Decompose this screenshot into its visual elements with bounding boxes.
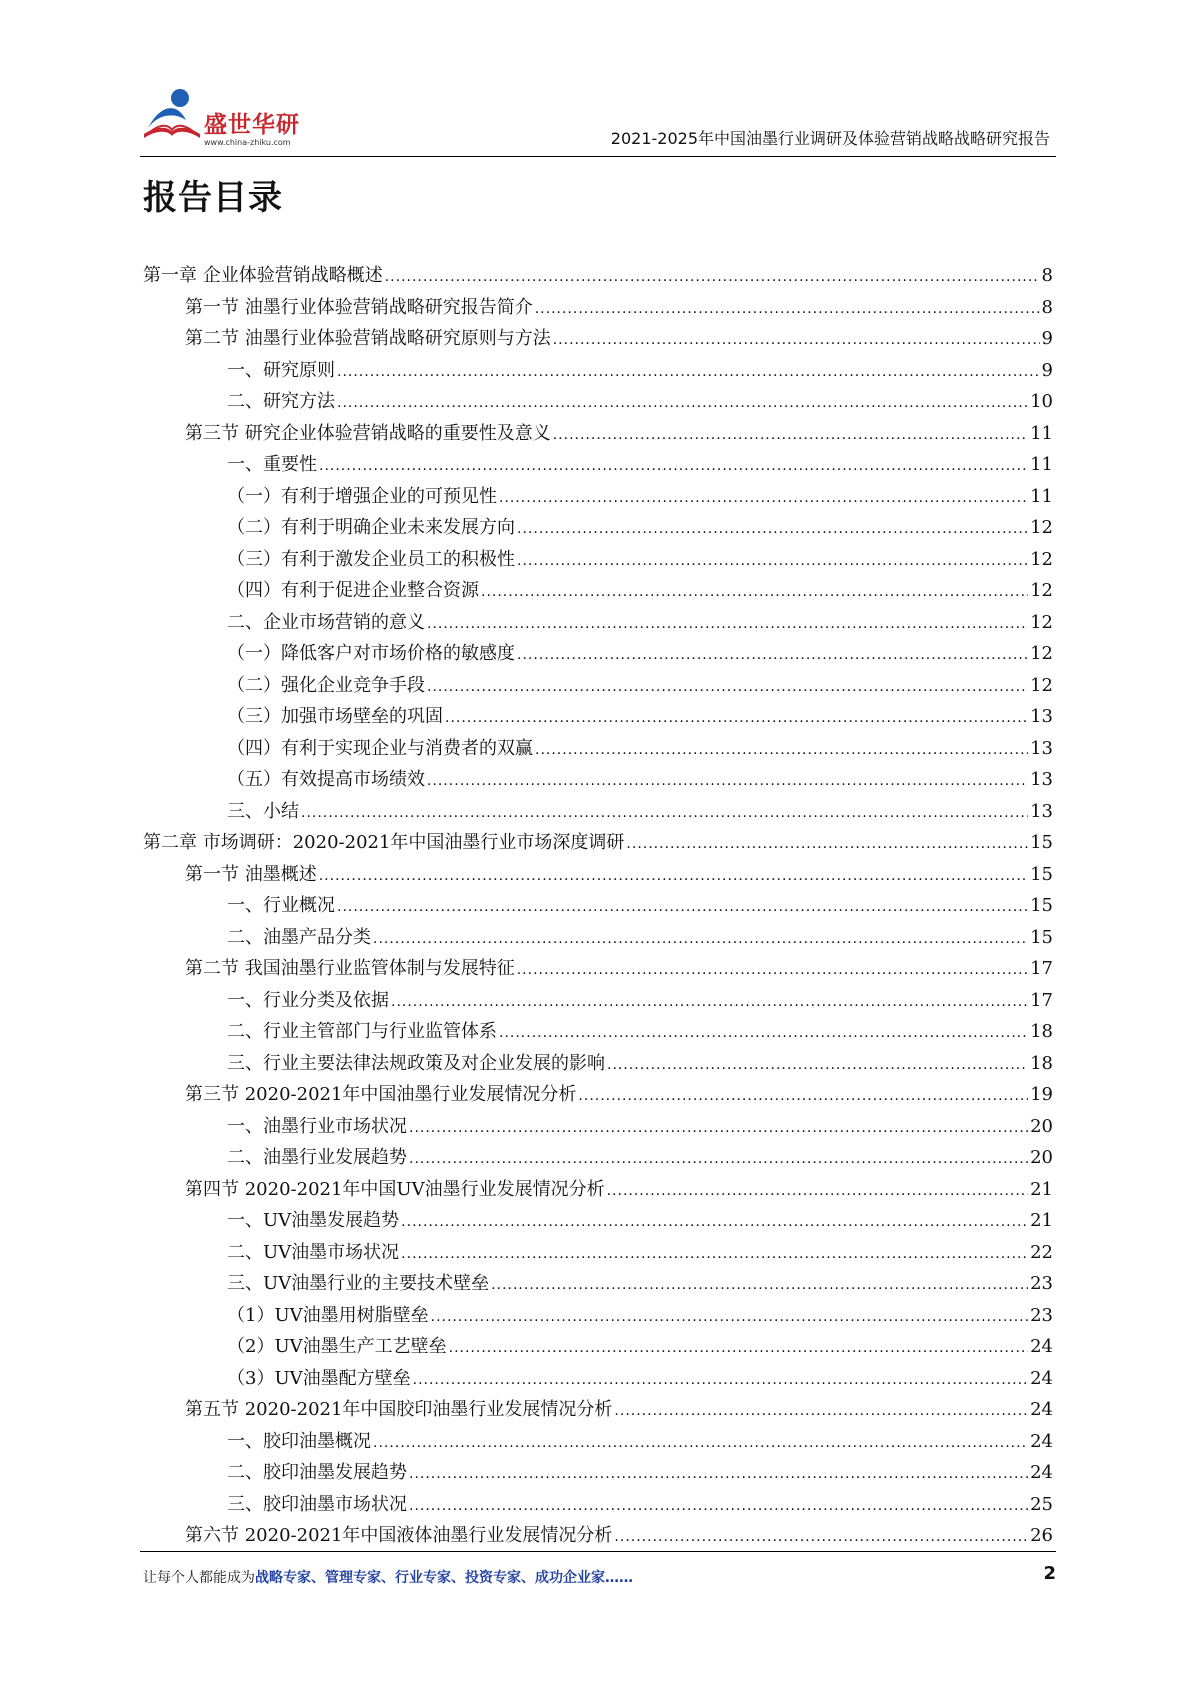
toc-entry[interactable] — [143, 797, 1053, 829]
toc-dot-leader — [427, 773, 1028, 789]
toc-entry[interactable] — [143, 1395, 1053, 1427]
toc-dot-leader — [401, 1214, 1028, 1230]
toc-entry[interactable] — [143, 828, 1053, 860]
toc-entry-page: 25 — [1030, 1493, 1053, 1515]
toc-entry-title: 第二章 市场调研：2020-2021年中国油墨行业市场深度调研 — [143, 832, 625, 853]
toc-entry-title: （二）强化企业竞争手段 — [227, 674, 425, 696]
toc-entry-page: 11 — [1030, 454, 1053, 475]
toc-entry-page: 26 — [1030, 1525, 1053, 1546]
toc-entry[interactable] — [143, 576, 1053, 608]
toc-dot-leader — [626, 836, 1028, 852]
toc-entry-title: 二、行业主管部门与行业监管体系 — [227, 1021, 497, 1042]
toc-entry[interactable] — [143, 1017, 1053, 1049]
toc-entry-title: 第五节 2020-2021年中国胶印油墨行业发展情况分析 — [185, 1399, 613, 1420]
toc-entry[interactable] — [143, 1458, 1053, 1490]
toc-entry-title: （三）加强市场壁垒的巩固 — [227, 706, 443, 727]
toc-dot-leader — [391, 994, 1028, 1010]
toc-entry-title: 三、小结 — [227, 800, 299, 822]
toc-entry[interactable] — [143, 450, 1053, 482]
toc-entry-title: 第六节 2020-2021年中国液体油墨行业发展情况分析 — [185, 1525, 613, 1546]
toc-entry-title: 第三节 研究企业体验营销战略的重要性及意义 — [185, 422, 551, 444]
toc-entry-page: 23 — [1030, 1273, 1053, 1294]
toc-entry[interactable] — [143, 860, 1053, 892]
toc-dot-leader — [373, 1435, 1028, 1451]
toc-dot-leader — [499, 1025, 1028, 1041]
toc-entry[interactable] — [143, 765, 1053, 797]
toc-entry-title: （四）有利于实现企业与消费者的双赢 — [227, 737, 533, 759]
toc-entry[interactable] — [143, 387, 1053, 419]
page-header — [140, 78, 1056, 158]
toc-entry-title: 第三节 2020-2021年中国油墨行业发展情况分析 — [185, 1084, 577, 1105]
toc-entry-page: 21 — [1030, 1178, 1053, 1200]
toc-entry-page: 17 — [1030, 958, 1053, 979]
toc-entry-title: 二、油墨产品分类 — [227, 926, 371, 948]
toc-entry-page: 12 — [1030, 611, 1053, 633]
toc-dot-leader — [517, 962, 1028, 978]
toc-dot-leader — [427, 616, 1028, 632]
toc-entry[interactable] — [143, 419, 1053, 451]
toc-dot-leader — [499, 490, 1028, 506]
toc-entry-page: 13 — [1030, 737, 1053, 759]
toc-entry-page: 18 — [1030, 1052, 1053, 1074]
toc-entry-title: 一、行业分类及依据 — [227, 989, 389, 1011]
toc-dot-leader — [409, 1466, 1028, 1482]
toc-dot-leader — [449, 1340, 1028, 1356]
toc-entry[interactable] — [143, 545, 1053, 577]
toc-entry-page: 20 — [1030, 1115, 1053, 1137]
toc-entry-page: 15 — [1030, 926, 1053, 948]
toc-dot-leader — [445, 710, 1028, 726]
toc-entry[interactable] — [143, 1143, 1053, 1175]
toc-entry[interactable] — [143, 1427, 1053, 1459]
toc-dot-leader — [373, 931, 1028, 947]
toc-entry-title: （2）UV油墨生产工艺壁垒 — [227, 1336, 447, 1357]
page-number: 2 — [1043, 1563, 1056, 1584]
toc-dot-leader — [517, 521, 1028, 537]
toc-entry-page: 17 — [1030, 989, 1053, 1011]
toc-entry-title: 二、胶印油墨发展趋势 — [227, 1462, 407, 1483]
toc-entry-title: 第一节 油墨行业体验营销战略研究报告简介 — [185, 296, 533, 318]
toc-dot-leader — [337, 364, 1040, 380]
toc-entry-title: 二、UV油墨市场状况 — [227, 1241, 400, 1263]
toc-entry[interactable] — [143, 1490, 1053, 1522]
toc-dot-leader — [337, 899, 1028, 915]
toc-entry-page: 12 — [1030, 517, 1053, 538]
toc-dot-leader — [578, 1088, 1028, 1104]
toc-entry-title: 第二节 油墨行业体验营销战略研究原则与方法 — [185, 328, 551, 349]
toc-entry-page: 15 — [1030, 863, 1053, 885]
toc-entry-title: 一、研究原则 — [227, 359, 335, 381]
toc-dot-leader — [517, 647, 1028, 663]
toc-entry-title: 一、行业概况 — [227, 895, 335, 916]
toc-dot-leader — [301, 805, 1028, 821]
toc-entry-title: 二、油墨行业发展趋势 — [227, 1147, 407, 1168]
toc-entry[interactable] — [143, 954, 1053, 986]
toc-entry-page: 8 — [1041, 265, 1053, 286]
toc-entry-page: 12 — [1030, 548, 1053, 570]
logo-text: 盛世华研 — [204, 112, 300, 138]
toc-entry[interactable] — [143, 1080, 1053, 1112]
toc-entry-title: 第二节 我国油墨行业监管体制与发展特征 — [185, 958, 515, 979]
toc-entry-page: 19 — [1030, 1084, 1053, 1105]
toc-dot-leader — [409, 1498, 1028, 1514]
toc-entry-title: 二、研究方法 — [227, 391, 335, 412]
toc-entry-page: 24 — [1030, 1367, 1053, 1389]
toc-entry-title: （三）有利于激发企业员工的积极性 — [227, 548, 515, 570]
toc-entry[interactable] — [143, 986, 1053, 1018]
toc-entry[interactable] — [143, 293, 1053, 325]
toc-entry-page: 9 — [1041, 328, 1053, 349]
toc-dot-leader — [535, 742, 1028, 758]
toc-entry-title: 三、UV油墨行业的主要技术壁垒 — [227, 1273, 490, 1294]
table-of-contents — [143, 261, 1053, 1553]
toc-dot-leader — [481, 584, 1028, 600]
toc-dot-leader — [401, 1246, 1028, 1262]
toc-entry-page: 24 — [1030, 1399, 1053, 1420]
toc-entry[interactable] — [143, 1112, 1053, 1144]
toc-entry-title: （1）UV油墨用树脂壁垒 — [227, 1304, 429, 1326]
toc-entry[interactable] — [143, 261, 1053, 293]
toc-entry-title: 一、重要性 — [227, 454, 317, 475]
toc-entry[interactable] — [143, 1364, 1053, 1396]
toc-entry[interactable] — [143, 1301, 1053, 1333]
toc-entry[interactable] — [143, 356, 1053, 388]
toc-entry-title: 第一节 油墨概述 — [185, 863, 317, 885]
toc-entry[interactable] — [143, 1049, 1053, 1081]
toc-entry[interactable] — [143, 1269, 1053, 1301]
toc-entry-page: 12 — [1030, 643, 1053, 664]
toc-dot-leader — [413, 1372, 1028, 1388]
toc-entry[interactable] — [143, 608, 1053, 640]
toc-entry-title: 一、UV油墨发展趋势 — [227, 1210, 400, 1231]
toc-entry-page: 21 — [1030, 1210, 1053, 1231]
toc-dot-leader — [427, 679, 1028, 695]
toc-entry-title: （一）有利于增强企业的可预见性 — [227, 485, 497, 507]
toc-dot-leader — [337, 395, 1028, 411]
toc-dot-leader — [409, 1151, 1028, 1167]
toc-dot-leader — [319, 868, 1028, 884]
toc-entry[interactable] — [143, 702, 1053, 734]
toc-entry[interactable] — [143, 1332, 1053, 1364]
toc-entry-title: 一、胶印油墨概况 — [227, 1430, 371, 1452]
toc-entry-title: （一）降低客户对市场价格的敏感度 — [227, 643, 515, 664]
toc-entry-title: 一、油墨行业市场状况 — [227, 1115, 407, 1137]
toc-entry-page: 15 — [1030, 832, 1053, 853]
toc-entry-page: 22 — [1030, 1241, 1053, 1263]
toc-dot-leader — [385, 269, 1040, 285]
toc-dot-leader — [607, 1057, 1028, 1073]
toc-dot-leader — [553, 332, 1040, 348]
toc-entry[interactable] — [143, 639, 1053, 671]
toc-dot-leader — [614, 1529, 1028, 1545]
report-title: 2021-2025年中国油墨行业调研及体验营销战略战略研究报告 — [610, 129, 1050, 148]
toc-entry[interactable] — [143, 671, 1053, 703]
toc-entry-title: （五）有效提高市场绩效 — [227, 769, 425, 790]
toc-entry-page: 11 — [1030, 485, 1053, 507]
footer-slogan — [143, 1567, 633, 1587]
toc-entry[interactable] — [143, 734, 1053, 766]
toc-entry-title: 二、企业市场营销的意义 — [227, 611, 425, 633]
toc-entry-page: 24 — [1030, 1462, 1053, 1483]
toc-entry-page: 13 — [1030, 706, 1053, 727]
toc-entry-page: 23 — [1030, 1304, 1053, 1326]
toc-dot-leader — [607, 1183, 1029, 1199]
toc-entry-title: 第四节 2020-2021年中国UV油墨行业发展情况分析 — [185, 1178, 605, 1200]
toc-dot-leader — [517, 553, 1028, 569]
toc-entry-title: （3）UV油墨配方壁垒 — [227, 1367, 411, 1389]
toc-entry-page: 10 — [1030, 391, 1053, 412]
toc-dot-leader — [553, 427, 1028, 443]
logo-url: www.china-zhiku.com — [204, 138, 291, 147]
toc-entry-page: 24 — [1030, 1430, 1053, 1452]
toc-entry-page: 13 — [1030, 800, 1053, 822]
toc-dot-leader — [409, 1120, 1028, 1136]
toc-entry-page: 18 — [1030, 1021, 1053, 1042]
toc-entry-page: 20 — [1030, 1147, 1053, 1168]
toc-dot-leader — [535, 301, 1040, 317]
toc-entry[interactable] — [143, 1206, 1053, 1238]
toc-dot-leader — [431, 1309, 1028, 1325]
toc-entry-title: 第一章 企业体验营销战略概述 — [143, 265, 383, 286]
toc-entry[interactable] — [143, 513, 1053, 545]
toc-entry-page: 8 — [1041, 296, 1053, 318]
toc-entry[interactable] — [143, 891, 1053, 923]
toc-entry-page: 15 — [1030, 895, 1053, 916]
toc-entry-title: 三、胶印油墨市场状况 — [227, 1493, 407, 1515]
footer-slogan-lead: 让每个人都能成为 — [143, 1570, 255, 1586]
toc-entry-page: 11 — [1030, 422, 1053, 444]
company-logo — [140, 84, 310, 147]
toc-entry-page: 9 — [1041, 359, 1053, 381]
footer-divider — [140, 1551, 1056, 1552]
toc-entry[interactable] — [143, 923, 1053, 955]
toc-entry[interactable] — [143, 1521, 1053, 1553]
toc-entry-title: （二）有利于明确企业未来发展方向 — [227, 517, 515, 538]
toc-dot-leader — [491, 1277, 1028, 1293]
toc-entry-title: 三、行业主要法律法规政策及对企业发展的影响 — [227, 1052, 605, 1074]
logo-book-icon — [140, 84, 204, 144]
toc-entry-title: （四）有利于促进企业整合资源 — [227, 580, 479, 601]
toc-entry[interactable] — [143, 1175, 1053, 1207]
toc-entry[interactable] — [143, 482, 1053, 514]
page-heading: 报告目录 — [143, 178, 283, 218]
header-divider — [140, 156, 1056, 157]
toc-entry-page: 12 — [1030, 674, 1053, 696]
toc-entry-page: 13 — [1030, 769, 1053, 790]
toc-dot-leader — [614, 1403, 1028, 1419]
toc-entry-page: 12 — [1030, 580, 1053, 601]
toc-entry[interactable] — [143, 1238, 1053, 1270]
toc-entry-page: 24 — [1030, 1336, 1053, 1357]
toc-entry[interactable] — [143, 324, 1053, 356]
footer-slogan-highlight: 战略专家、管理专家、行业专家、投资专家、成功企业家…… — [255, 1570, 633, 1586]
toc-dot-leader — [319, 458, 1028, 474]
